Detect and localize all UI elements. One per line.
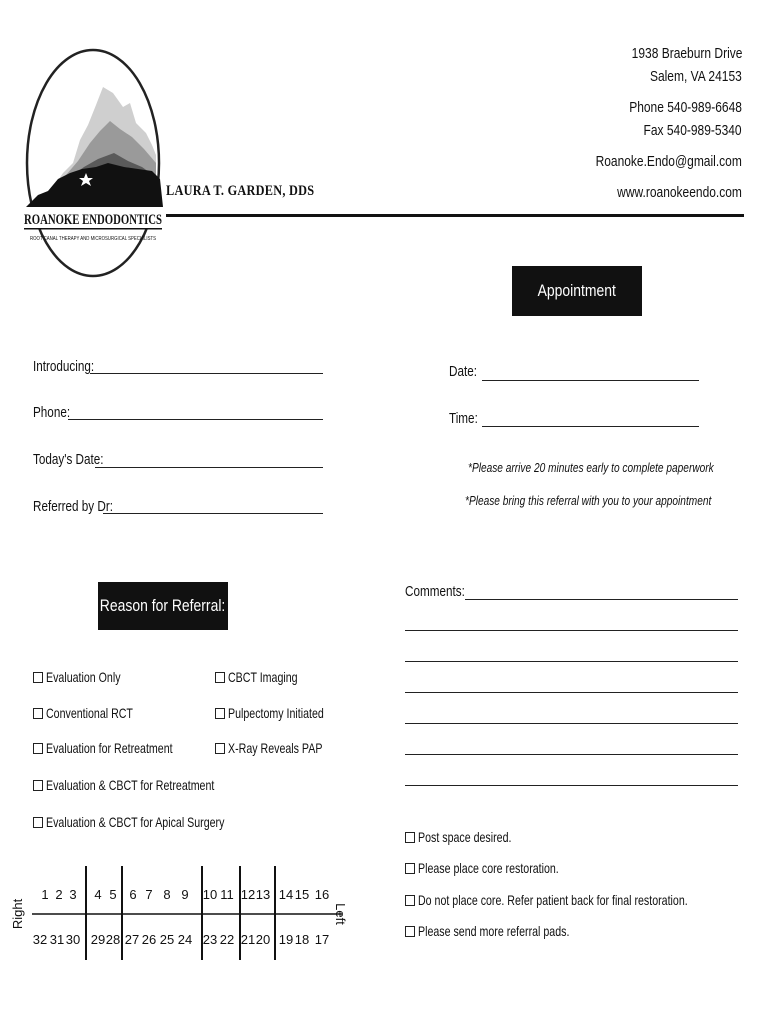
tooth-3: 3 (69, 887, 77, 902)
tooth-28: 28 (105, 932, 121, 947)
tooth-23: 23 (202, 932, 218, 947)
checkbox[interactable] (215, 672, 225, 683)
address-street: 1938 Braeburn Drive (631, 45, 742, 62)
comments-line[interactable] (405, 723, 738, 724)
checkbox[interactable] (405, 832, 415, 843)
roanoke-endodontics-logo (18, 45, 168, 290)
comments-line[interactable] (405, 754, 738, 755)
tooth-2: 2 (55, 887, 63, 902)
checkbox[interactable] (405, 895, 415, 906)
logo-name: ROANOKE ENDODONTICS (24, 212, 162, 228)
tooth-1: 1 (41, 887, 49, 902)
tooth-10: 10 (202, 887, 218, 902)
tooth-chart (8, 866, 348, 962)
option-place-core[interactable]: Please place core restoration. (405, 860, 603, 876)
checkbox[interactable] (215, 708, 225, 719)
tooth-17: 17 (314, 932, 330, 947)
comments-line[interactable] (405, 630, 738, 631)
checkbox[interactable] (215, 743, 225, 754)
phone-field[interactable] (68, 419, 323, 420)
reason-xray-reveals-pap[interactable]: X-Ray Reveals PAP (215, 740, 352, 756)
option-do-not-place-core[interactable]: Do not place core. Refer patient back for final restoration. (405, 892, 773, 908)
tooth-30: 30 (65, 932, 81, 947)
reason-evaluation-only[interactable]: Evaluation Only (33, 669, 144, 685)
tooth-19: 19 (278, 932, 294, 947)
tooth-20: 20 (255, 932, 271, 947)
reason-pulpectomy-initiated[interactable]: Pulpectomy Initiated (215, 705, 354, 721)
comments-line[interactable] (405, 785, 738, 786)
comments-line[interactable] (465, 599, 738, 600)
todays-date-label: Today's Date: (33, 451, 104, 468)
time-label: Time: (449, 410, 478, 427)
phone-number: Phone 540-989-6648 (629, 99, 742, 116)
address-city: Salem, VA 24153 (650, 68, 742, 85)
tooth-21: 21 (240, 932, 256, 947)
arrive-early-note: *Please arrive 20 minutes early to complete paperwork (468, 460, 714, 475)
tooth-15: 15 (294, 887, 310, 902)
tooth-14: 14 (278, 887, 294, 902)
date-label: Date: (449, 363, 477, 380)
date-field[interactable] (482, 380, 699, 381)
time-field[interactable] (482, 426, 699, 427)
tooth-32: 32 (32, 932, 48, 947)
introducing-label: Introducing: (33, 358, 95, 375)
appointment-heading: Appointment (512, 266, 642, 316)
tooth-24: 24 (177, 932, 193, 947)
tooth-22: 22 (219, 932, 235, 947)
bring-referral-note: *Please bring this referral with you to your appointment (465, 493, 712, 508)
checkbox[interactable] (405, 863, 415, 874)
website[interactable]: www.roanokeendo.com (617, 184, 742, 201)
checkbox[interactable] (405, 926, 415, 937)
email[interactable]: Roanoke.Endo@gmail.com (595, 153, 742, 170)
header-divider (166, 214, 744, 217)
tooth-16: 16 (314, 887, 330, 902)
checkbox[interactable] (33, 817, 43, 828)
tooth-29: 29 (90, 932, 106, 947)
reason-evaluation-retreatment[interactable]: Evaluation for Retreatment (33, 740, 213, 756)
reason-heading: Reason for Referral: (98, 582, 228, 630)
reason-evaluation-cbct-retreatment[interactable]: Evaluation & CBCT for Retreatment (33, 777, 268, 793)
comments-line[interactable] (405, 692, 738, 693)
tooth-6: 6 (129, 887, 137, 902)
tooth-27: 27 (124, 932, 140, 947)
reason-evaluation-cbct-apical-surgery[interactable]: Evaluation & CBCT for Apical Surgery (33, 814, 281, 830)
tooth-18: 18 (294, 932, 310, 947)
tooth-4: 4 (94, 887, 102, 902)
comments-label: Comments: (405, 583, 465, 600)
comments-line[interactable] (405, 661, 738, 662)
option-more-referral-pads[interactable]: Please send more referral pads. (405, 923, 617, 939)
left-side-label: Left (333, 903, 348, 925)
tooth-7: 7 (145, 887, 153, 902)
tooth-11: 11 (220, 887, 234, 902)
fax-number: Fax 540-989-5340 (643, 122, 742, 139)
checkbox[interactable] (33, 672, 43, 683)
right-side-label: Right (10, 898, 25, 930)
doctor-name: LAURA T. GARDEN, DDS (166, 183, 315, 199)
tooth-13: 13 (255, 887, 271, 902)
tooth-12: 12 (240, 887, 256, 902)
reason-conventional-rct[interactable]: Conventional RCT (33, 705, 160, 721)
option-post-space[interactable]: Post space desired. (405, 829, 541, 845)
phone-label: Phone: (33, 404, 71, 421)
referred-by-field[interactable] (103, 513, 323, 514)
tooth-8: 8 (163, 887, 171, 902)
checkbox[interactable] (33, 780, 43, 791)
checkbox[interactable] (33, 743, 43, 754)
checkbox[interactable] (33, 708, 43, 719)
tooth-9: 9 (181, 887, 189, 902)
referred-by-label: Referred by Dr: (33, 498, 113, 515)
reason-cbct-imaging[interactable]: CBCT Imaging (215, 669, 320, 685)
tooth-26: 26 (141, 932, 157, 947)
tooth-31: 31 (49, 932, 65, 947)
tooth-5: 5 (109, 887, 117, 902)
tooth-25: 25 (159, 932, 175, 947)
introducing-field[interactable] (90, 373, 323, 374)
todays-date-field[interactable] (95, 467, 323, 468)
logo-tagline: ROOT CANAL THERAPY AND MICROSURGICAL SPECIALISTS (30, 236, 157, 242)
